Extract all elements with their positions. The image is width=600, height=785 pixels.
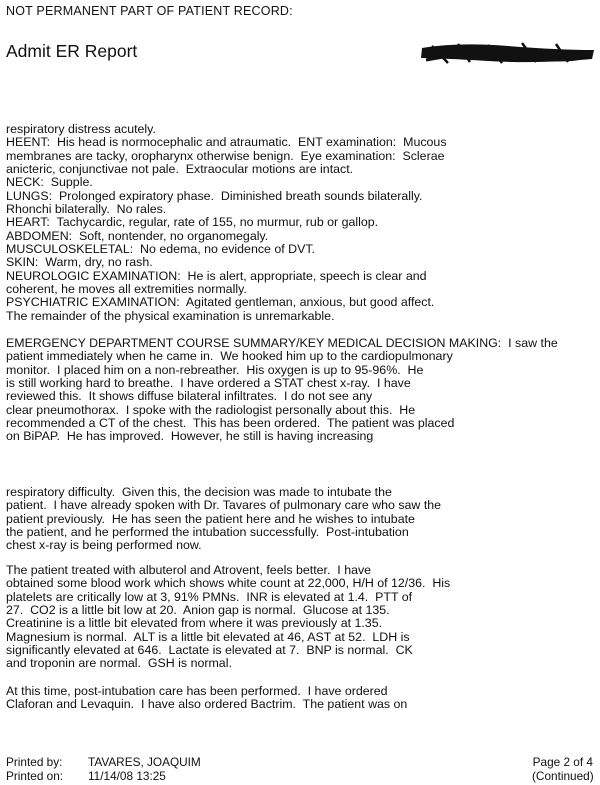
page-indicator [532, 755, 594, 783]
printed-by-label: Printed by: [6, 755, 63, 769]
page-number: Page 2 of 4 [532, 755, 593, 769]
record-disclaimer: NOT PERMANENT PART OF PATIENT RECORD: [6, 4, 293, 18]
physical-exam-section: respiratory distress acutely. HEENT: His head is normocephalic and atraumatic. ENT examination: Mucous membranes are tacky, oropharynx otherwise benign. Eye examination: Sclerae anicteric, conjunctivae not pale. Extraocular motions are intact. NECK: Supple. LUNGS: Prolonged expiratory phase. Diminished breath sounds bilaterally. Rhonchi bilaterally. No rales. HEART: Tachycardic, regular, rate of 155, no murmur, rub or gallop. ABDOMEN: Soft, nontender, no organomegaly. MUSCULOSKELETAL: No edema, no evidence of DVT. SKIN: Warm, dry, no rash. NEUROLOGIC EXAMINATION: He is alert, appropriate, speech is clear and coherent, he moves all extremities normally. PSYCHIATRIC EXAMINATION: Agitated gentleman, anxious, but good affect. The remainder of the physical examination is unremarkable. [6, 122, 447, 323]
lab-results-section: The patient treated with albuterol and Atrovent, feels better. I have obtained some blood work which shows white count at 22,000, H/H of 12/36. His platelets are critically low at 3, 91% PMNs. INR is elevated at 1.4. PTT of 27. CO2 is a little bit low at 20. Anion gap is normal. Glucose at 135. Creatinine is a little bit elevated from where it was previously at 1.35. Magnesium is normal. ALT is a little bit elevated at 46, AST at 52. LDH is significantly elevated at 646. Lactate is elevated at 7. BNP is normal. CK and troponin are normal. GSH is normal. [6, 563, 451, 671]
footer-labels [6, 755, 63, 783]
printed-by-value: TAVARES, JOAQUIM [88, 755, 201, 769]
printed-on-label: Printed on: [6, 769, 64, 783]
ed-course-section: EMERGENCY DEPARTMENT COURSE SUMMARY/KEY MEDICAL DECISION MAKING: I saw the patient immediately when he came in. We hooked him up to the cardiopulmonary monitor. I placed him on a non-rebreather. His oxygen is up to 95-96%. He is still working hard to breathe. I have ordered a STAT chest x-ray. I have reviewed this. It shows diffuse bilateral infiltrates. I do not see any clear pneumothorax. I spoke with the radiologist personally about this. He recommended a CT of the chest. This has been ordered. The patient was placed on BiPAP. He has improved. However, he still is having increasing [6, 336, 558, 444]
redaction-mark [418, 40, 596, 66]
report-title: Admit ER Report [6, 41, 138, 61]
intubation-section: respiratory difficulty. Given this, the decision was made to intubate the patient. I have already spoken with Dr. Tavares of pulmonary care who saw the patient previously. He has seen the patient here and he wishes to intubate the patient, and he performed the intubation successfully. Post-intubation chest x-ray is being performed now. [6, 485, 442, 553]
post-intubation-section: At this time, post-intubation care has been performed. I have ordered Claforan and Levaquin. I have also ordered Bactrim. The patient was on [6, 684, 408, 712]
printed-on-value: 11/14/08 13:25 [88, 769, 166, 783]
continued-label: (Continued) [532, 769, 594, 783]
footer-values [88, 755, 201, 783]
